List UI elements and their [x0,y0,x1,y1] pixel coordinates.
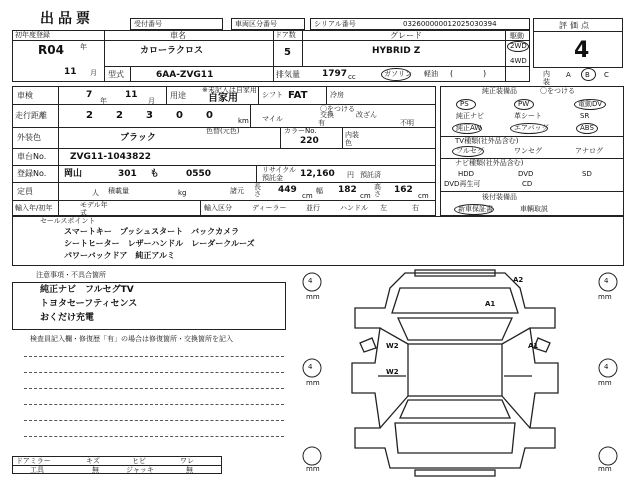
chassis-label: 車台No. [17,152,47,161]
capacity-unit: 人 [92,189,99,197]
handle-right: 右 [412,204,419,212]
length-value: 449 [278,185,297,195]
height-label: 高さ [374,183,381,198]
dimensions-label: 諸元 [230,187,244,195]
displacement-unit: cc [348,73,356,81]
model-year-label: モデル年式 [80,201,108,217]
tv-fullseg: フルセグ [456,147,484,155]
notes-line: おくだけ充電 [40,313,95,323]
equip-leather: 革シート [514,112,542,120]
load-unit: kg [178,189,187,197]
fuel-other-close: ) [483,69,487,78]
navi-sd: SD [582,170,592,178]
equipment-title: 純正装備品 [482,87,517,95]
tire-unit: mm [306,465,320,473]
recycle-unit: 円 [347,171,354,179]
equip-power-door: 電動DV [578,100,603,108]
meter-manip: 改ざん [356,111,377,119]
legend-value: 無 [92,466,99,474]
first-reg-label: 初年度登録 [15,31,50,39]
meter-mile: マイル [262,115,283,123]
tire-mark: 4 [604,277,609,285]
damage-label: A2 [513,276,524,284]
recycle-label: リサイクル預託金 [262,166,297,182]
recycle-status: 預託済 [360,171,381,179]
sheet-title: 出品票 [40,11,94,27]
tv-oneseg: ワンセグ [514,147,542,155]
equip-ps: PS [460,100,469,108]
inspection-label: 車検 [17,91,33,100]
width-value: 182 [338,185,357,195]
purpose-value: 自家用 [208,93,238,104]
doors-value: 5 [284,47,291,58]
score-label-box [533,18,623,32]
tire-mark: 4 [308,363,313,371]
displacement-label: 排気量 [276,70,300,79]
equip-airbag: エアバッグ [514,124,549,132]
tv-title: TV種類(社外品含む) [455,137,519,145]
meter-mark: 有 [318,119,325,127]
first-reg-year: R04 [38,43,64,57]
interior-grade-a: A [566,71,571,79]
model-value: 6AA-ZVG11 [156,70,214,80]
serial-box [310,18,530,30]
length-unit: cm [302,192,313,200]
plate-region: 岡山 [64,169,83,179]
height-unit: cm [418,192,429,200]
equip-sr: SR [580,112,590,120]
equip-navi: 純正ナビ [456,112,484,120]
displacement-value: 1797 [322,69,348,79]
import-parallel: 並行 [306,204,320,212]
serial-number: 032600000012025030394 [403,20,497,28]
reg-no-label: 受付番号 [134,20,162,28]
tire-mark: 4 [308,277,313,285]
meter-unknown: 不明 [400,119,414,127]
shift-label: シフト [262,91,283,99]
mileage-unit: km [238,117,249,125]
equip-pw: PW [518,100,530,108]
fuel-other-open: ( [450,69,454,78]
car-name: カローラクロス [140,46,204,56]
plate-class: 301 [118,169,137,179]
import-type-label: 輸入区分 [204,204,232,212]
serial-label: シリアル番号 [314,20,356,28]
purpose-note: ※未記入は自家用 [202,86,257,94]
color-no-sub-label: カラーNo. [284,127,317,135]
equipment-note: 〇をつける [540,87,575,95]
grade-label: グレード [390,31,422,40]
inspector-note: 検査員記入欄・修復歴「有」の場合は修復箇所・交換箇所を記入 [30,335,233,343]
interior-grade-c: C [604,71,609,79]
legend-key: ドアミラー [16,457,51,465]
drive-label: 駆動 [510,32,524,40]
mileage-digit: 0 [206,110,213,121]
inspection-month: 11 [125,90,138,100]
grade-value: HYBRID Z [372,46,421,56]
new-car-warranty: 新車保証書 [458,205,493,213]
legend-value: 工具 [30,466,44,474]
doors-label: ドア数 [275,31,296,39]
notes-line: トヨタセーフティセンス [40,299,138,309]
purpose-label: 用途 [170,91,186,100]
inspection-year-unit: 年 [100,97,107,105]
recycle-value: 12,160 [300,169,335,179]
dvd-value: CD [522,180,533,188]
width-unit: cm [360,192,371,200]
inspection-year: 7 [86,90,93,100]
vehicle-class-label: 車両区分番号 [235,20,277,28]
month-unit: 月 [90,69,97,77]
meter-swap: 交換 [320,111,334,119]
color-label: 外装色 [17,133,41,142]
tire-unit: mm [598,379,612,387]
year-unit: 年 [80,43,87,51]
mileage-digit: 0 [176,110,183,121]
tv-analog: アナログ [575,147,603,155]
equip-abs: ABS [580,124,594,132]
navi-title: ナビ種類(社外品含む) [455,159,524,167]
sales-points-title: セールスポイント [40,217,96,225]
score-box [533,31,623,68]
handle-label: ハンドル [340,204,368,212]
color-no-label: 色替(元色) [206,127,240,135]
tire-unit: mm [598,465,612,473]
navi-dvd: DVD [518,170,534,178]
dvd-label: DVD再生可 [444,180,481,188]
notes-line: 純正ナビ フルセグTV [40,285,134,295]
score-value: 4 [574,38,590,63]
color-no-value: 220 [300,136,319,146]
fuel-gasoline: ガソリン [384,70,412,78]
inspection-month-unit: 月 [148,97,155,105]
reg-no-box [130,18,223,30]
import-year-label: 輸入年/初年 [15,204,53,212]
height-value: 162 [394,185,413,195]
meter-note: 〇をつける [320,105,355,113]
load-label: 積載量 [108,187,129,195]
interior-color-label: 内装色 [345,131,359,147]
tire-unit: mm [306,293,320,301]
drive-2wd: 2WD [510,42,527,50]
tire-mark: 4 [604,363,609,371]
sales-point-line: シートヒーター レザーハンドル レーダークルーズ [64,239,255,248]
owner-manual: 車輌取説 [520,205,548,213]
plate-label: 登録No. [17,169,47,178]
shift-value: FAT [288,90,308,101]
mileage-digit: 2 [116,110,123,121]
drive-4wd: 4WD [510,57,527,65]
legend-value: ジャッキ [126,466,154,474]
interior-label: 内装 [543,70,550,86]
score-label: 評価点 [559,21,592,30]
equip-aw: 純正AW [456,124,482,132]
first-reg-month: 11 [64,67,77,77]
damage-label: W2 [386,342,399,350]
fuel-light: 軽油 [424,70,438,78]
plate-kana: も [150,169,160,179]
color-value: ブラック [120,133,156,143]
mileage-digit: 2 [86,110,93,121]
chassis-value: ZVG11-1043822 [70,152,151,162]
capacity-label: 定員 [17,187,33,196]
handle-left: 左 [380,204,387,212]
car-name-label: 車名 [170,31,186,40]
mileage-label: 走行距離 [15,111,47,120]
sales-point-line: スマートキー プッシュスタート バックカメラ [64,227,240,236]
damage-label: A1 [485,300,496,308]
vehicle-info-frame [12,86,436,216]
plate-number: 0550 [186,169,212,179]
length-label: 長さ [254,183,261,198]
tire-unit: mm [598,293,612,301]
damage-label: W2 [386,368,399,376]
navi-hdd: HDD [458,170,475,178]
ac-label: 冷房 [330,91,344,99]
sales-point-line: パワーバックドア 純正アルミ [64,251,176,260]
interior-grade-b: B [585,71,590,79]
vehicle-class-box [231,18,305,30]
notes-title: 注意事項・不具合箇所 [36,271,106,279]
damage-label: A1 [528,342,539,350]
legend-key: ヒビ [132,457,146,465]
legend-key: キズ [86,457,100,465]
legend-key: ワレ [180,457,194,465]
legend-value: 無 [186,466,193,474]
width-label: 幅 [316,187,323,195]
car-body-diagram [290,268,630,478]
tire-unit: mm [306,379,320,387]
import-dealer: ディーラー [252,204,287,212]
option-title: 後付装備品 [482,193,517,201]
model-label: 型式 [108,70,124,79]
mileage-digit: 3 [146,110,153,121]
